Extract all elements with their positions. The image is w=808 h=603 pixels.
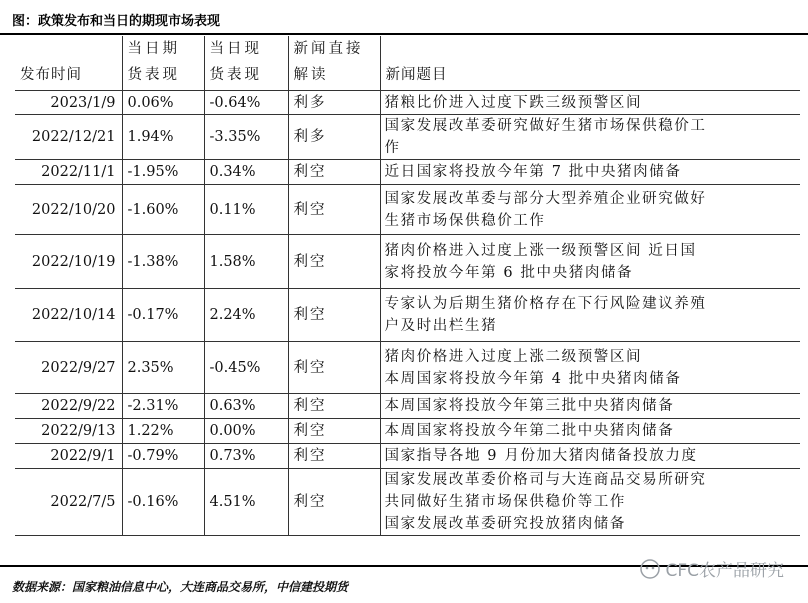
header-row <box>15 36 800 91</box>
cell-interpretation: 利多 <box>288 115 380 160</box>
cell-spot: -0.64% <box>204 91 288 115</box>
table-row <box>15 91 800 115</box>
cell-spot: 0.34% <box>204 160 288 185</box>
cell-futures: 0.06% <box>122 91 204 115</box>
header-futures-line: 当日期 <box>127 41 180 57</box>
cell-date: 2022/9/13 <box>15 419 122 444</box>
table-row <box>15 342 800 394</box>
header-spot-line: 货表现 <box>209 67 262 83</box>
table-row <box>15 419 800 444</box>
cell-news <box>380 342 800 394</box>
cell-futures: 1.94% <box>122 115 204 160</box>
cell-date: 2022/9/22 <box>15 394 122 419</box>
cell-spot: -3.35% <box>204 115 288 160</box>
cell-interpretation: 利空 <box>288 342 380 394</box>
cell-futures: -1.38% <box>122 235 204 289</box>
header-spot-line: 当日现 <box>209 41 262 57</box>
header-news-line: 新闻题目 <box>385 67 448 83</box>
cell-futures: -1.95% <box>122 160 204 185</box>
news-line: 本周国家将投放今年第 4 批中央猪肉储备 <box>384 370 682 387</box>
policy-table <box>15 36 800 536</box>
top-rule <box>0 33 808 35</box>
cell-news <box>380 91 800 115</box>
cell-spot: 0.73% <box>204 444 288 469</box>
cell-interpretation: 利空 <box>288 235 380 289</box>
news-line: 猪肉价格进入过度上涨一级预警区间 近日国 <box>384 242 697 259</box>
wechat-icon <box>640 559 660 579</box>
table-row <box>15 289 800 342</box>
news-line: 专家认为后期生猪价格存在下行风险建议养殖 <box>384 296 707 312</box>
cell-interpretation: 利空 <box>288 185 380 235</box>
table-row <box>15 394 800 419</box>
cell-date: 2022/11/1 <box>15 160 122 185</box>
cell-date: 2022/12/21 <box>15 115 122 160</box>
cell-spot: 2.24% <box>204 289 288 342</box>
header-interp-line: 新闻直接 <box>293 41 364 57</box>
cell-futures: 1.22% <box>122 419 204 444</box>
table-row <box>15 160 800 185</box>
cell-futures: -2.31% <box>122 394 204 419</box>
cell-news <box>380 235 800 289</box>
news-line: 户及时出栏生猪 <box>384 318 498 334</box>
news-line: 家将投放今年第 6 批中央猪肉储备 <box>384 264 634 281</box>
news-line: 本周国家将投放今年第三批中央猪肉储备 <box>384 398 675 414</box>
table-row <box>15 115 800 160</box>
header-interpretation <box>288 36 380 91</box>
cell-news <box>380 115 800 160</box>
cell-news <box>380 160 800 185</box>
table-row <box>15 469 800 536</box>
header-date <box>15 36 122 91</box>
cell-date: 2022/10/19 <box>15 235 122 289</box>
cell-date: 2022/7/5 <box>15 469 122 536</box>
data-source: 数据来源：国家粮油信息中心，大连商品交易所，中信建投期货 <box>12 580 349 594</box>
cell-interpretation: 利空 <box>288 469 380 536</box>
news-line: 共同做好生猪市场保供稳价等工作 <box>384 494 626 510</box>
cell-interpretation: 利空 <box>288 394 380 419</box>
cell-spot: 0.00% <box>204 419 288 444</box>
cell-news <box>380 419 800 444</box>
news-line: 国家指导各地 9 月份加大猪肉储备投放力度 <box>384 448 698 464</box>
cell-spot: 0.11% <box>204 185 288 235</box>
cell-interpretation: 利空 <box>288 444 380 469</box>
cell-date: 2022/10/20 <box>15 185 122 235</box>
cell-date: 2022/10/14 <box>15 289 122 342</box>
news-line: 生猪市场保供稳价工作 <box>384 212 546 229</box>
cell-spot: 0.63% <box>204 394 288 419</box>
cell-futures: -0.16% <box>122 469 204 536</box>
watermark-text: CFC农产品研究 <box>665 561 784 581</box>
header-interp-line: 解读 <box>293 67 329 83</box>
cell-news <box>380 394 800 419</box>
cell-news <box>380 444 800 469</box>
news-line: 作 <box>384 140 401 156</box>
cell-interpretation: 利多 <box>288 91 380 115</box>
cell-news <box>380 469 800 536</box>
news-line: 国家发展改革委价格司与大连商品交易所研究 <box>384 472 707 488</box>
news-line: 国家发展改革委与部分大型养殖企业研究做好 <box>384 190 707 207</box>
cell-news <box>380 185 800 235</box>
table-row <box>15 185 800 235</box>
cell-date: 2023/1/9 <box>15 91 122 115</box>
cell-spot: 1.58% <box>204 235 288 289</box>
news-line: 国家发展改革委研究投放猪肉储备 <box>384 516 626 532</box>
table-row <box>15 235 800 289</box>
figure-title: 图：政策发布和当日的期现市场表现 <box>12 14 221 29</box>
cell-futures: 2.35% <box>122 342 204 394</box>
header-news <box>380 36 800 91</box>
cell-spot: 4.51% <box>204 469 288 536</box>
cell-futures: -1.60% <box>122 185 204 235</box>
news-line: 猪粮比价进入过度下跌三级预警区间 <box>384 94 643 111</box>
header-futures-line: 货表现 <box>127 67 180 83</box>
cell-news <box>380 289 800 342</box>
news-line: 国家发展改革委研究做好生猪市场保供稳价工 <box>384 118 707 134</box>
cell-interpretation: 利空 <box>288 160 380 185</box>
cell-interpretation: 利空 <box>288 419 380 444</box>
header-futures <box>122 36 204 91</box>
cell-interpretation: 利空 <box>288 289 380 342</box>
cell-date: 2022/9/1 <box>15 444 122 469</box>
cell-spot: -0.45% <box>204 342 288 394</box>
table-row <box>15 444 800 469</box>
header-spot <box>204 36 288 91</box>
watermark <box>640 556 784 581</box>
cell-futures: -0.17% <box>122 289 204 342</box>
news-line: 近日国家将投放今年第 7 批中央猪肉储备 <box>384 164 682 180</box>
header-date-line: 发布时间 <box>20 67 82 83</box>
news-line: 本周国家将投放今年第二批中央猪肉储备 <box>384 423 675 439</box>
cell-futures: -0.79% <box>122 444 204 469</box>
news-line: 猪肉价格进入过度上涨二级预警区间 <box>384 348 643 365</box>
cell-date: 2022/9/27 <box>15 342 122 394</box>
